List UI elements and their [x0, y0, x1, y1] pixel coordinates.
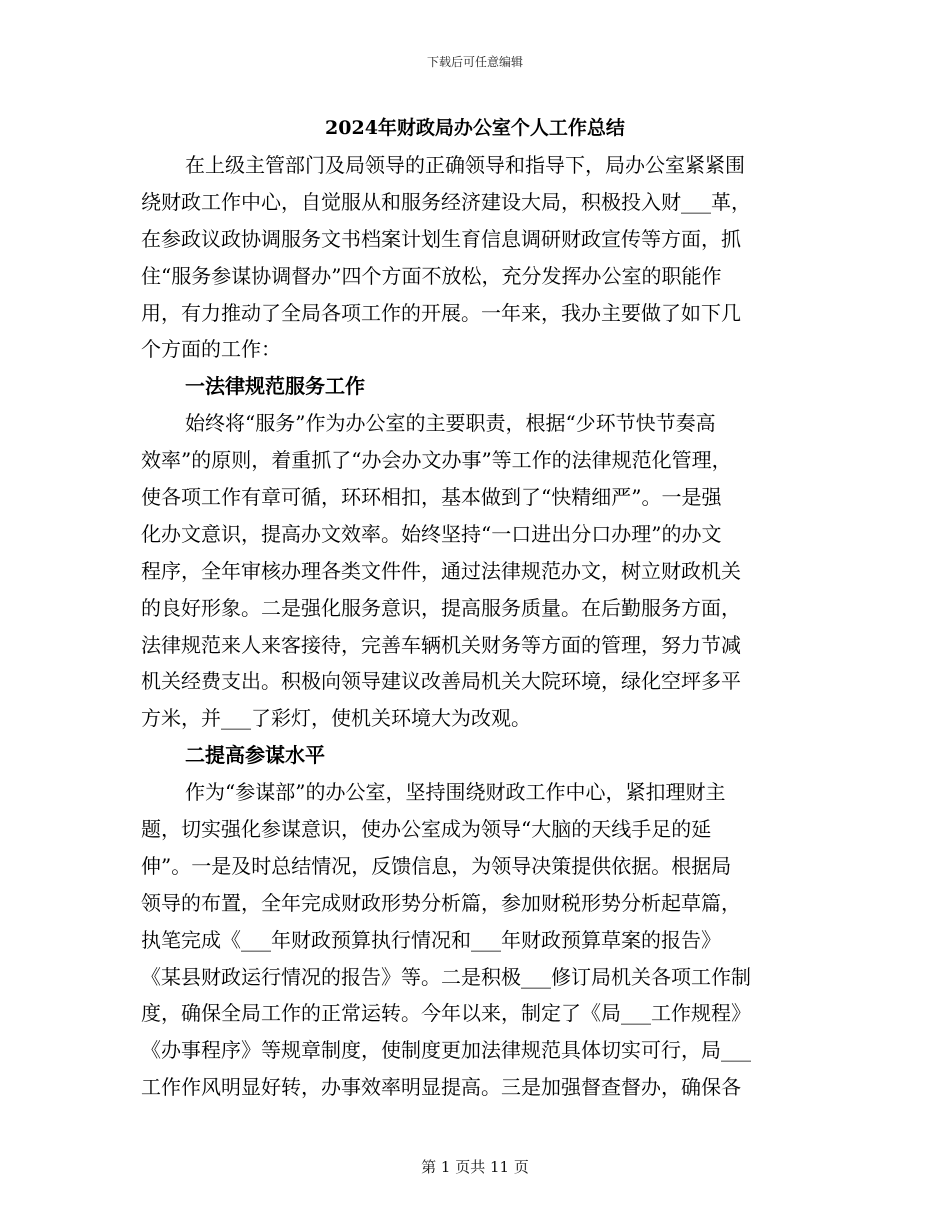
section-heading-advisory-level: 二提高参谋水平 — [185, 743, 325, 768]
body-line: 个方面的工作： — [141, 337, 281, 362]
body-line: 效率”的原则，着重抓了“办会办文办事”等工作的法律规范化管理， — [141, 448, 732, 473]
body-line: 始终将“服务”作为办公室的主要职责，根据“少环节快节奏高 — [185, 411, 716, 436]
body-line: 的良好形象。二是强化服务意识，提高服务质量。在后勤服务方面， — [141, 595, 741, 620]
page-number: 第 1 页共 11 页 — [421, 1158, 529, 1176]
body-line: 伸”。一是及时总结情况，反馈信息，为领导决策提供依据。根据局 — [141, 853, 732, 878]
body-line: 方米，并___了彩灯，使机关环境大为改观。 — [141, 706, 531, 731]
body-line: 住“服务参谋协调督办”四个方面不放松，充分发挥办公室的职能作 — [141, 263, 722, 288]
body-line: 度，确保全局工作的正常运转。今年以来，制定了《局___工作规程》 — [141, 1001, 751, 1026]
body-line: 使各项工作有章可循，环环相扣，基本做到了“快精细严”。一是强 — [141, 485, 722, 510]
body-line: 在参政议政协调服务文书档案计划生育信息调研财政宣传等方面，抓 — [141, 226, 741, 251]
body-line: 领导的布置，全年完成财政形势分析篇，参加财税形势分析起草篇， — [141, 890, 741, 915]
body-line: 用，有力推动了全局各项工作的开展。一年来，我办主要做了如下几 — [141, 300, 741, 325]
section-heading-legal-service: 一法律规范服务工作 — [185, 374, 365, 399]
body-line: 在上级主管部门及局领导的正确领导和指导下，局办公室紧紧围 — [185, 153, 745, 177]
body-line: 工作作风明显好转，办事效率明显提高。三是加强督查督办，确保各 — [141, 1075, 741, 1100]
body-line: 化办文意识，提高办文效率。始终坚持“一口进出分口办理”的办文 — [141, 521, 722, 546]
document-body — [141, 147, 805, 1106]
body-line: 机关经费支出。积极向领导建议改善局机关大院环境，绿化空坪多平 — [141, 669, 741, 694]
body-line: 题，切实强化参谋意识，使办公室成为领导“大脑的天线手足的延 — [141, 817, 712, 842]
body-line: 《办事程序》等规章制度，使制度更加法律规范具体切实可行，局___ — [141, 1038, 751, 1063]
body-line: 执笔完成《___年财政预算执行情况和___年财政预算草案的报告》 — [141, 927, 721, 952]
download-note: 下载后可任意编辑 — [426, 55, 523, 69]
body-line: 程序，全年审核办理各类文件件，通过法律规范办文，树立财政机关 — [141, 558, 741, 583]
body-line: 绕财政工作中心，自觉服从和服务经济建设大局，积极投入财___革， — [141, 189, 751, 214]
body-line: 作为“参谋部”的办公室，坚持围绕财政工作中心，紧扣理财主 — [185, 780, 726, 805]
document-title: 2024年财政局办公室个人工作总结 — [325, 117, 625, 139]
body-line: 《某县财政运行情况的报告》等。二是积极___修订局机关各项工作制 — [141, 964, 751, 989]
body-line: 法律规范来人来客接待，完善车辆机关财务等方面的管理，努力节减 — [141, 632, 741, 657]
